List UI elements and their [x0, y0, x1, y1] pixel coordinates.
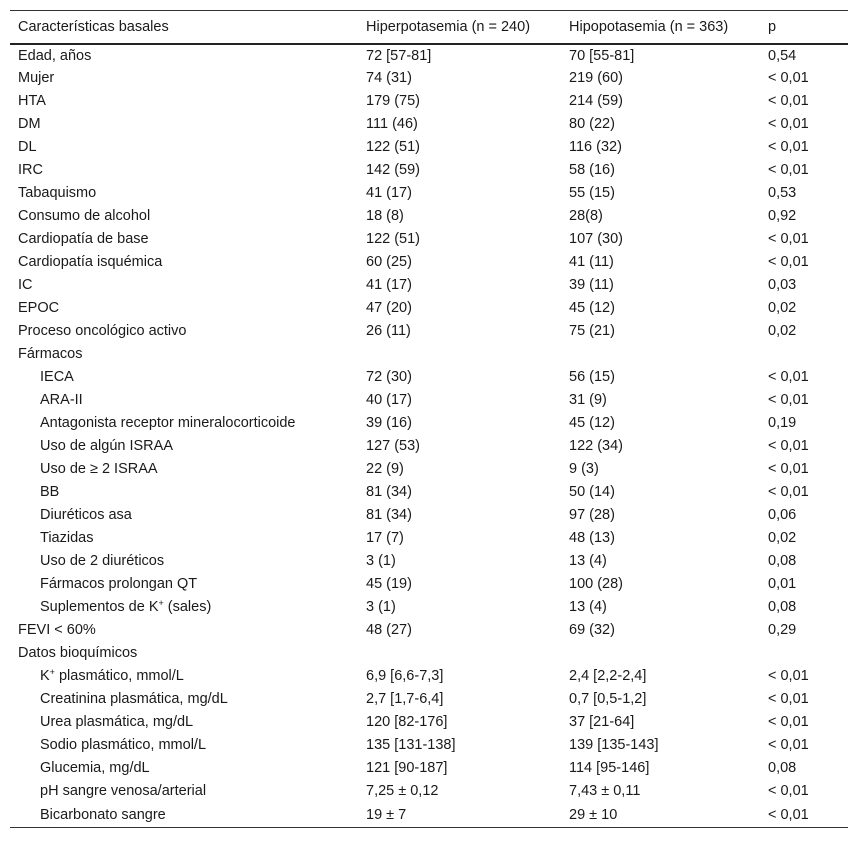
row-label: [10, 67, 358, 90]
table-row: [10, 228, 848, 251]
row-label: [10, 665, 358, 688]
row-label-text: Uso de algún ISRAA: [40, 438, 173, 454]
hyperkalemia-value: 41 (17): [366, 185, 412, 201]
hyperkalemia-value: 120 [82-176]: [366, 714, 448, 730]
p-value: < 0,01: [768, 783, 809, 799]
row-label: [10, 320, 358, 343]
hypokalemia-value: 48 (13): [569, 530, 615, 546]
hyperkalemia-value: 72 (30): [366, 369, 412, 385]
row-label: [10, 642, 358, 665]
hypokalemia-value: 55 (15): [569, 185, 615, 201]
table-row: [10, 504, 848, 527]
row-label-text: Proceso oncológico activo: [18, 323, 187, 339]
row-label: [10, 251, 358, 274]
hyperkalemia-value: 7,25 ± 0,12: [366, 783, 439, 799]
row-label-text: Diuréticos asa: [40, 507, 132, 523]
table-row: [10, 596, 848, 619]
table-row: [10, 711, 848, 734]
hyperkalemia-value: 18 (8): [366, 208, 404, 224]
p-value: 0,02: [768, 323, 797, 339]
table-row: [10, 297, 848, 320]
row-label-text: BB: [40, 484, 60, 500]
row-label-text: IC: [18, 277, 33, 293]
row-label-text: FEVI < 60%: [18, 622, 96, 638]
table-row: [10, 90, 848, 113]
p-value: 0,02: [768, 530, 797, 546]
hyperkalemia-value: 47 (20): [366, 300, 412, 316]
row-label: [10, 458, 358, 481]
table-row: [10, 44, 848, 67]
table-row: [10, 780, 848, 803]
row-label: [10, 573, 358, 596]
hypokalemia-value: 9 (3): [569, 461, 599, 477]
p-value: 0,29: [768, 622, 797, 638]
row-label: [10, 596, 358, 619]
table-row: [10, 343, 848, 366]
table-row: [10, 251, 848, 274]
table-row: [10, 136, 848, 159]
table-row: [10, 481, 848, 504]
hypokalemia-value: 39 (11): [569, 277, 614, 293]
p-value: < 0,01: [768, 93, 809, 109]
table-row: [10, 550, 848, 573]
hypokalemia-value: 45 (12): [569, 415, 615, 431]
row-label: [10, 711, 358, 734]
row-label: [10, 366, 358, 389]
hypokalemia-value: 107 (30): [569, 231, 624, 247]
hyperkalemia-value: 72 [57-81]: [366, 47, 432, 64]
table-row: [10, 619, 848, 642]
hyperkalemia-value: 22 (9): [366, 461, 404, 477]
table-row: [10, 366, 848, 389]
header-p-value: p: [760, 11, 848, 44]
p-value: 0,19: [768, 415, 797, 431]
row-label-text: Antagonista receptor mineralocorticoide: [40, 415, 296, 431]
table-row: [10, 734, 848, 757]
row-label-suffix: plasmático, mmol/L: [54, 668, 184, 684]
table-row: [10, 573, 848, 596]
row-label-text: Creatinina plasmática, mg/dL: [40, 691, 228, 707]
hypokalemia-value: [561, 642, 760, 665]
hyperkalemia-value: 127 (53): [366, 438, 421, 454]
hypokalemia-value: 97 (28): [569, 507, 615, 523]
table-row: [10, 159, 848, 182]
hypokalemia-value: 114 [95-146]: [569, 760, 650, 776]
row-label-text: Fármacos prolongan QT: [40, 576, 198, 592]
row-label-text: Cardiopatía isquémica: [18, 254, 163, 270]
row-label: [10, 90, 358, 113]
row-label: [10, 504, 358, 527]
row-label-text: EPOC: [18, 300, 60, 316]
hypokalemia-value: 0,7 [0,5-1,2]: [569, 691, 647, 707]
row-label-text: Fármacos: [18, 346, 83, 362]
row-label-text: Bicarbonato sangre: [40, 806, 166, 823]
p-value: < 0,01: [768, 484, 809, 500]
p-value: < 0,01: [768, 691, 809, 707]
table-row: [10, 274, 848, 297]
p-value: 0,08: [768, 760, 797, 776]
hypokalemia-value: 50 (14): [569, 484, 615, 500]
p-value: < 0,01: [768, 668, 809, 684]
table-row: [10, 757, 848, 780]
p-value: < 0,01: [768, 139, 809, 155]
row-label: [10, 44, 358, 67]
p-value: 0,54: [768, 47, 797, 64]
hyperkalemia-value: 17 (7): [366, 530, 404, 546]
hypokalemia-value: 7,43 ± 0,11: [569, 783, 641, 799]
row-label-text: Edad, años: [18, 47, 92, 64]
hyperkalemia-value: 2,7 [1,7-6,4]: [366, 691, 444, 707]
row-label-text: IECA: [40, 369, 74, 385]
row-label-text: Uso de ≥ 2 ISRAA: [40, 461, 158, 477]
row-label: [10, 757, 358, 780]
hypokalemia-value: 13 (4): [569, 553, 607, 569]
row-label: [10, 527, 358, 550]
hypokalemia-value: 122 (34): [569, 438, 624, 454]
row-label-text: Uso de 2 diuréticos: [40, 553, 165, 569]
hypokalemia-value: 31 (9): [569, 392, 607, 408]
hyperkalemia-value: 74 (31): [366, 70, 412, 86]
row-label-text: K: [40, 668, 50, 684]
p-value: < 0,01: [768, 461, 809, 477]
p-value: < 0,01: [768, 369, 809, 385]
hypokalemia-value: 29 ± 10: [561, 803, 760, 828]
row-label: [10, 550, 358, 573]
hyperkalemia-value: 81 (34): [366, 507, 412, 523]
hyperkalemia-value: 135 [131-138]: [366, 737, 456, 753]
table-header-row: [10, 11, 848, 44]
p-value: < 0,01: [768, 714, 809, 730]
p-value: 0,53: [768, 185, 797, 201]
row-label-suffix: (sales): [163, 599, 212, 615]
row-label-text: Tabaquismo: [18, 185, 97, 201]
hyperkalemia-value: 6,9 [6,6-7,3]: [366, 668, 444, 684]
table-row: [10, 642, 848, 665]
hyperkalemia-value: 48 (27): [366, 622, 412, 638]
table-row: [10, 67, 848, 90]
p-value: 0,92: [768, 208, 797, 224]
row-label-text: Cardiopatía de base: [18, 231, 149, 247]
row-label: [10, 780, 358, 803]
hyperkalemia-value: 3 (1): [366, 553, 396, 569]
table-row: [10, 389, 848, 412]
hypokalemia-value: 13 (4): [569, 599, 607, 615]
row-label: [10, 343, 358, 366]
p-value: < 0,01: [768, 231, 809, 247]
row-label-text: Glucemia, mg/dL: [40, 760, 150, 776]
table-body: [10, 44, 848, 828]
row-label: [10, 274, 358, 297]
hyperkalemia-value: 40 (17): [366, 392, 412, 408]
hypokalemia-value: 80 (22): [569, 116, 615, 132]
p-value: < 0,01: [768, 254, 809, 270]
row-label-text: Mujer: [18, 70, 55, 86]
row-label-text: IRC: [18, 162, 43, 178]
row-label: [10, 688, 358, 711]
hypokalemia-value: 75 (21): [569, 323, 615, 339]
p-value: < 0,01: [768, 162, 809, 178]
row-label: [10, 619, 358, 642]
p-value: < 0,01: [760, 803, 848, 828]
hyperkalemia-value: 81 (34): [366, 484, 412, 500]
hypokalemia-value: 100 (28): [569, 576, 624, 592]
hyperkalemia-value: 45 (19): [366, 576, 412, 592]
table-row: [10, 205, 848, 228]
row-label: [10, 435, 358, 458]
row-label: [10, 297, 358, 320]
hyperkalemia-value: 26 (11): [366, 323, 411, 339]
p-value: 0,06: [768, 507, 797, 523]
hypokalemia-value: [561, 343, 760, 366]
p-value: < 0,01: [768, 438, 809, 454]
row-label: [10, 159, 358, 182]
hyperkalemia-value: [358, 343, 561, 366]
row-label: [10, 389, 358, 412]
row-label: [10, 136, 358, 159]
p-value: < 0,01: [768, 392, 809, 408]
row-label-text: Sodio plasmático, mmol/L: [40, 737, 207, 753]
row-label: [10, 481, 358, 504]
hyperkalemia-value: 111 (46): [366, 116, 418, 132]
table-row: [10, 458, 848, 481]
header-hypokalemia: Hipopotasemia (n = 363): [561, 11, 760, 44]
hypokalemia-value: 214 (59): [569, 93, 624, 109]
p-value: [760, 642, 848, 665]
hypokalemia-value: 41 (11): [569, 254, 614, 270]
hypokalemia-value: 70 [55-81]: [569, 47, 635, 64]
row-label: [10, 734, 358, 757]
p-value: [760, 343, 848, 366]
p-value: < 0,01: [768, 737, 809, 753]
baseline-characteristics-table: [10, 10, 848, 828]
hyperkalemia-value: [358, 642, 561, 665]
hypokalemia-value: 2,4 [2,2-2,4]: [569, 668, 647, 684]
table-row: [10, 320, 848, 343]
table-row: [10, 435, 848, 458]
row-label-text: Consumo de alcohol: [18, 208, 151, 224]
row-label-text: Datos bioquímicos: [18, 645, 138, 661]
hyperkalemia-value: 60 (25): [366, 254, 412, 270]
row-label: [10, 205, 358, 228]
row-label-text: DM: [18, 116, 41, 132]
row-label: [10, 113, 358, 136]
superscript-charge: +: [49, 667, 55, 677]
row-label: [10, 182, 358, 205]
table-row: [10, 527, 848, 550]
header-characteristics: Características basales: [10, 11, 358, 44]
row-label: [10, 412, 358, 435]
hyperkalemia-value: 41 (17): [366, 277, 412, 293]
baseline-characteristics-table-container: [10, 10, 848, 828]
hyperkalemia-value: 122 (51): [366, 139, 421, 155]
p-value: 0,08: [768, 553, 797, 569]
table-row: [10, 688, 848, 711]
hyperkalemia-value: 3 (1): [366, 599, 396, 615]
hypokalemia-value: 116 (32): [569, 139, 622, 155]
p-value: < 0,01: [768, 70, 809, 86]
table-row: [10, 803, 848, 828]
hypokalemia-value: 45 (12): [569, 300, 615, 316]
superscript-charge: +: [158, 598, 164, 608]
table-row: [10, 412, 848, 435]
hypokalemia-value: 219 (60): [569, 70, 624, 86]
row-label-text: pH sangre venosa/arterial: [40, 783, 207, 799]
p-value: 0,01: [768, 576, 797, 592]
row-label-text: ARA-II: [40, 392, 83, 408]
p-value: < 0,01: [768, 116, 809, 132]
row-label: [10, 228, 358, 251]
hypokalemia-value: 28(8): [569, 208, 603, 224]
hypokalemia-value: 58 (16): [569, 162, 615, 178]
row-label: [10, 803, 358, 828]
hyperkalemia-value: 142 (59): [366, 162, 421, 178]
row-label-text: Urea plasmática, mg/dL: [40, 714, 194, 730]
table-row: [10, 113, 848, 136]
header-hyperkalemia: Hiperpotasemia (n = 240): [358, 11, 561, 44]
hyperkalemia-value: 19 ± 7: [358, 803, 561, 828]
hypokalemia-value: 139 [135-143]: [569, 737, 659, 753]
p-value: 0,02: [768, 300, 797, 316]
p-value: 0,08: [768, 599, 797, 615]
table-row: [10, 665, 848, 688]
row-label-text: Tiazidas: [40, 530, 94, 546]
hyperkalemia-value: 122 (51): [366, 231, 421, 247]
hyperkalemia-value: 39 (16): [366, 415, 412, 431]
hyperkalemia-value: 179 (75): [366, 93, 421, 109]
row-label-text: DL: [18, 139, 37, 155]
hypokalemia-value: 37 [21-64]: [569, 714, 635, 730]
p-value: 0,03: [768, 277, 797, 293]
hypokalemia-value: 56 (15): [569, 369, 615, 385]
hyperkalemia-value: 121 [90-187]: [366, 760, 448, 776]
row-label-text: Suplementos de K: [40, 599, 159, 615]
table-row: [10, 182, 848, 205]
row-label-text: HTA: [18, 93, 46, 109]
hypokalemia-value: 69 (32): [569, 622, 615, 638]
